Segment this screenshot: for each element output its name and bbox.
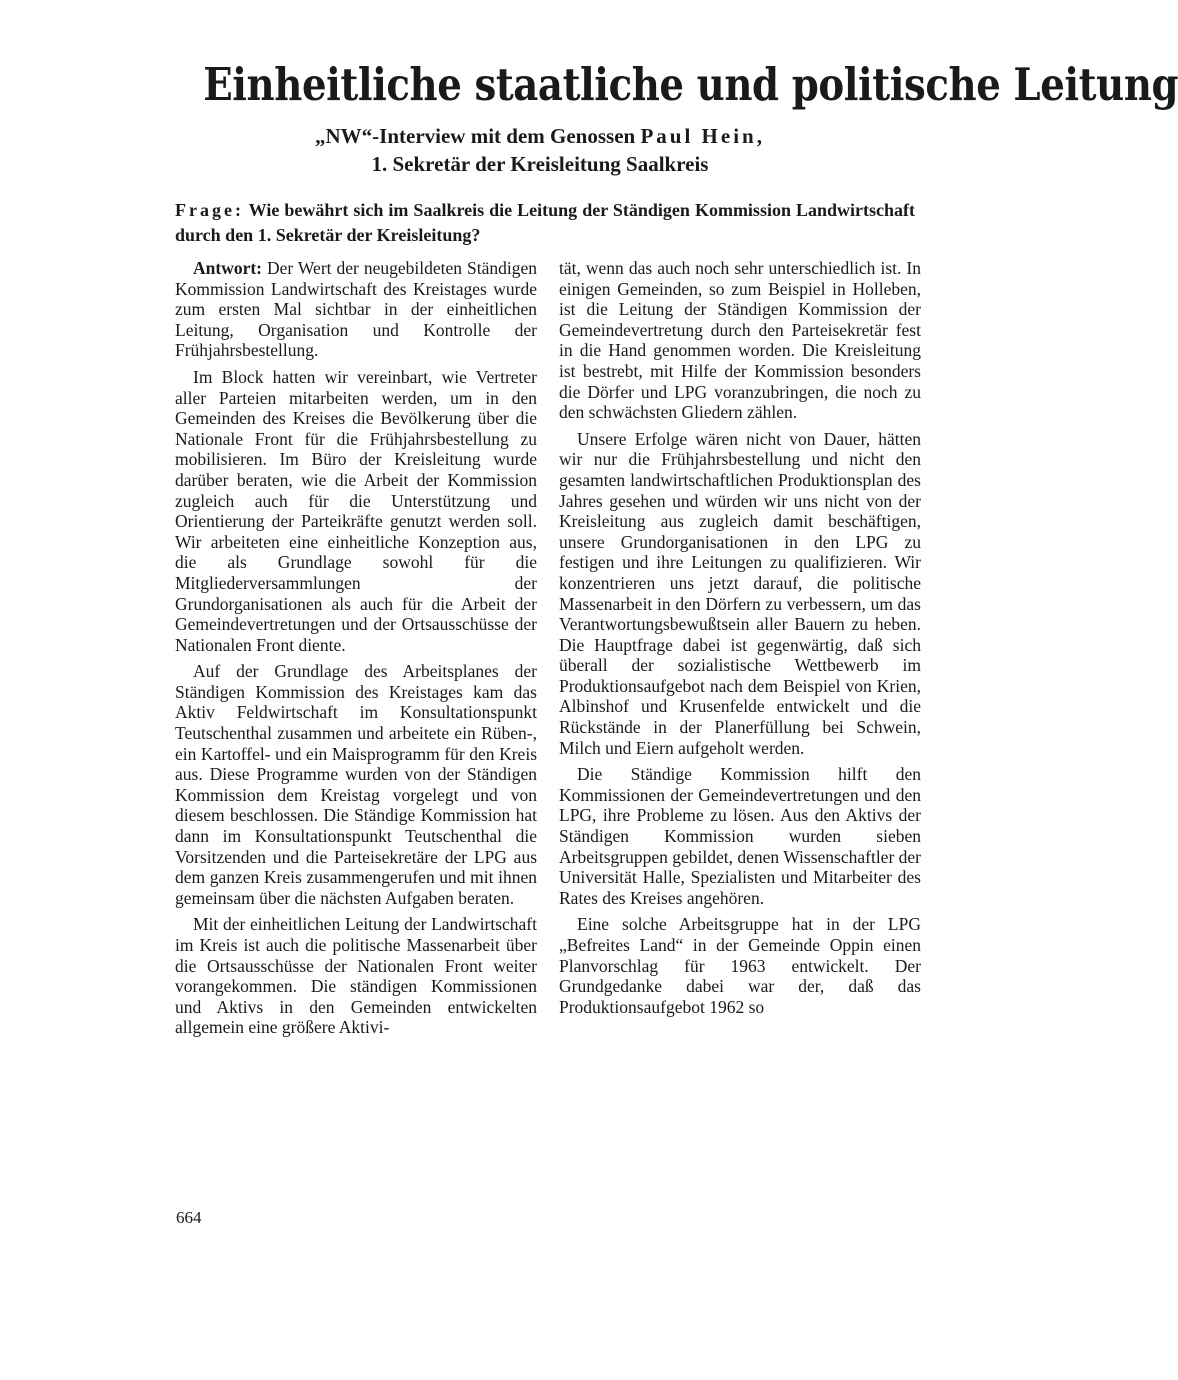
- question-label: Frage:: [175, 200, 244, 220]
- question-text: Wie bewährt sich im Saalkreis die Leitung der Ständigen Kommission Landwirtschaft durch den 1. Sekretär der Kreisleitung?: [175, 200, 915, 245]
- right-column: [559, 258, 921, 1023]
- paragraph: tät, wenn das auch noch sehr unterschiedlich ist. In einigen Gemeinden, so zum Beispiel in Holleben, ist die Leitung der Ständigen Kommission der Gemeindevertretung durch den Parteisekretär fest in die Hand genommen worden. Die Kreisleitung ist bestrebt, mit Hilfe der Kommission besonders die Dörfer und LPG voranzubringen, die noch zu den schwächsten Gliedern zählen.: [559, 258, 921, 423]
- paragraph-text: Der Wert der neugebildeten Ständigen Kommission Landwirtschaft des Kreistages wurde zum ersten Mal sichtbar in der einheitlichen Leitung, Organisation und Kontrolle der Frühjahrsbestellung.: [175, 258, 537, 361]
- paragraph: [175, 258, 537, 361]
- interviewee-name: Paul Hein,: [640, 124, 765, 148]
- paragraph: Unsere Erfolge wären nicht von Dauer, hätten wir nur die Frühjahrsbestellung und nicht den gesamten landwirtschaftlichen Produktionsplan des Jahres gesehen und würden wir uns nicht von der Kreisleitung aus zugleich damit beschäftigen, unsere Grundorganisationen in den LPG zu festigen und ihre Leitungen zu qualifizieren. Wir konzentrieren uns jetzt darauf, die politische Massenarbeit in den Dörfern zu verbessern, um das Verantwortungsbewußtsein aller Bauern zu heben. Die Hauptfrage dabei ist gegenwärtig, daß sich überall der sozialistische Wettbewerb im Produktionsaufgebot nach dem Beispiel von Krien, Albinshof und Krusenfelde entwickelt und die Rückstände in der Planerfüllung bei Schwein, Milch und Eiern aufgeholt werden.: [559, 428, 921, 758]
- answer-label: Antwort:: [193, 258, 263, 278]
- subtitle-line-1: [210, 122, 870, 150]
- subtitle-line-2: 1. Sekretär der Kreisleitung Saalkreis: [371, 152, 709, 176]
- subtitle-prefix: „NW“-Interview mit dem Genossen: [315, 124, 636, 148]
- paragraph: Auf der Grundlage des Arbeitsplanes der Ständigen Kommission des Kreistages kam das Aktiv Feldwirtschaft im Konsultationspunkt Teutschenthal zusammen und arbeitete ein Rüben-, ein Kartoffel- und ein Maisprogramm für den Kreis aus. Diese Programme wurden von der Ständigen Kommission dem Kreistag vorgelegt und von diesem beschlossen. Die Ständige Kommission hat dann im Konsultationspunkt Teutschenthal die Vorsitzenden und die Parteisekretäre der LPG aus dem ganzen Kreis zusammengerufen und mit ihnen gemeinsam über die nächsten Aufgaben beraten.: [175, 661, 537, 908]
- paragraph: Die Ständige Kommission hilft den Kommissionen der Gemeindevertretungen und den LPG, ihre Probleme zu lösen. Aus den Aktivs der Ständigen Kommission wurden sieben Arbeitsgruppen gebildet, denen Wissenschaftler der Universität Halle, Spezialisten und Mitarbeiter des Rates des Kreises angehören.: [559, 764, 921, 908]
- paragraph: Mit der einheitlichen Leitung der Landwirtschaft im Kreis ist auch die politische Massenarbeit über die Ortsausschüsse der Nationalen Front weiter vorangekommen. Die ständigen Kommissionen und Aktivs in den Gemeinden entwickelten allgemein eine größere Aktivi-: [175, 914, 537, 1038]
- page-number: 664: [176, 1208, 202, 1227]
- article-subtitle: [210, 122, 870, 178]
- paragraph: Im Block hatten wir vereinbart, wie Vertreter aller Parteien mitarbeiten werden, um in den Gemeinden des Kreises die Bevölkerung über die Nationale Front für die Frühjahrsbestellung zu mobilisieren. Im Büro der Kreisleitung wurde darüber beraten, wie die Arbeit der Kommission zugleich auch für die Unterstützung und Orientierung der Parteikräfte genutzt werden soll. Wir arbeiteten eine einheitliche Konzeption aus, die als Grundlage sowohl für die Mitgliederversammlungen der Grundorganisationen als auch für die Arbeit der Gemeindevertretungen und der Ortsausschüsse der Nationalen Front diente.: [175, 366, 537, 655]
- interview-question: [175, 198, 915, 248]
- article-title: Einheitliche staatliche und politische Leitung: [203, 58, 1178, 111]
- left-column: [175, 258, 537, 1044]
- paragraph: Eine solche Arbeitsgruppe hat in der LPG „Befreites Land“ in der Gemeinde Oppin einen Planvorschlag für 1963 entwickelt. Der Grundgedanke dabei war der, daß das Produktionsaufgebot 1962 so: [559, 914, 921, 1017]
